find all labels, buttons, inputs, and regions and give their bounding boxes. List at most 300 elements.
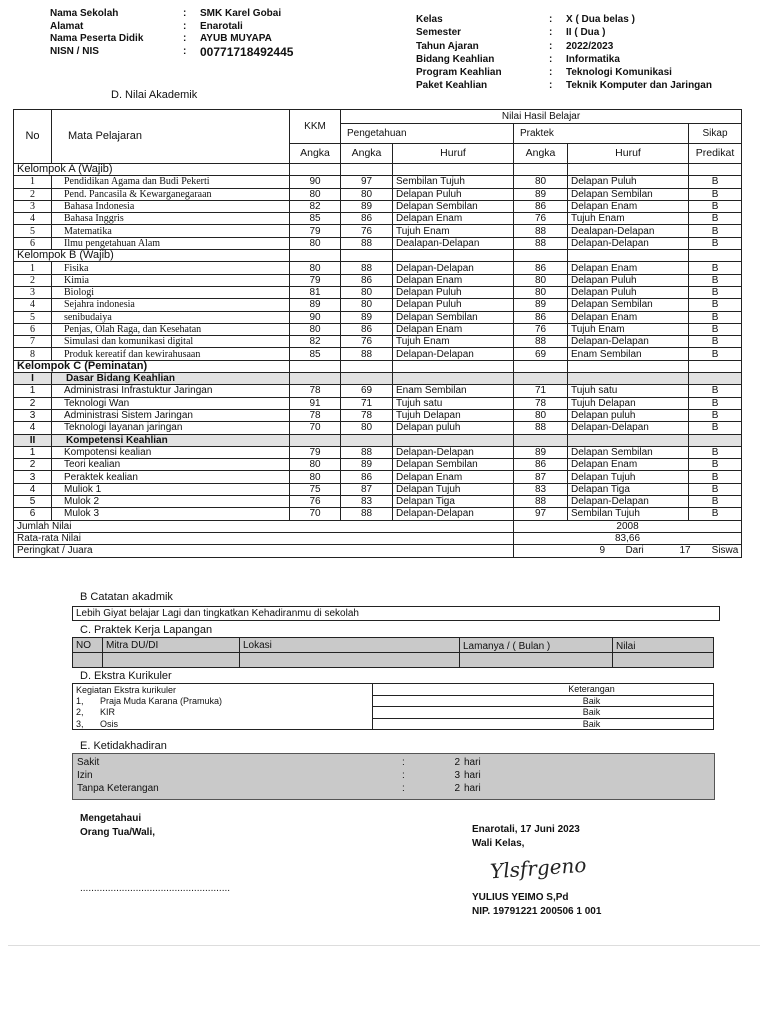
- row-predikat: B: [689, 188, 742, 200]
- row-mapel: Fisika: [52, 262, 290, 274]
- group-empty-cell: [290, 164, 341, 176]
- row-prak-huruf: Delapan Enam: [568, 200, 689, 212]
- info-row: [416, 13, 712, 26]
- group-empty-cell: [393, 250, 514, 262]
- pkl-lokasi: Lokasi: [240, 638, 460, 653]
- row-no: 2: [14, 188, 52, 200]
- col-mapel: Mata Pelajaran: [52, 110, 290, 164]
- info-row: [50, 8, 293, 21]
- absen-row: [73, 756, 714, 769]
- peringkat-value: [514, 545, 742, 557]
- jumlah-label: Jumlah Nilai: [14, 520, 514, 532]
- col-prak-angka: Angka: [514, 144, 568, 164]
- student-info-left: [50, 8, 293, 58]
- row-kkm: 80: [290, 262, 341, 274]
- group-empty-cell: [290, 250, 341, 262]
- info-label: Alamat: [50, 20, 84, 32]
- row-peng-angka: 88: [341, 348, 393, 360]
- row-peng-huruf: Enam Sembilan: [393, 385, 514, 397]
- row-prak-angka: 86: [514, 262, 568, 274]
- row-kkm: 78: [290, 385, 341, 397]
- row-no: 4: [14, 483, 52, 495]
- siswa-label: Siswa: [711, 545, 739, 557]
- ekstra-col-keterangan: Keterangan: [373, 684, 714, 696]
- row-kkm: 70: [290, 508, 341, 520]
- info-colon: :: [549, 53, 553, 65]
- row-kkm: 79: [290, 274, 341, 286]
- group-empty-cell: [568, 373, 689, 385]
- info-colon: :: [183, 33, 187, 44]
- info-value: Teknologi Komunikasi: [566, 67, 672, 79]
- row-predikat: B: [689, 176, 742, 188]
- table-row: [14, 483, 742, 495]
- row-predikat: B: [689, 446, 742, 458]
- row-peng-angka: 97: [341, 176, 393, 188]
- row-kkm: 76: [290, 496, 341, 508]
- row-kkm: 80: [290, 188, 341, 200]
- row-no: 3: [14, 471, 52, 483]
- row-prak-angka: 89: [514, 299, 568, 311]
- row-mapel: Administrasi Sistem Jaringan: [52, 409, 290, 421]
- peringkat-label: Peringkat / Juara: [14, 545, 514, 557]
- signature-image: Ylsfrgeno: [489, 852, 588, 884]
- row-peng-angka: 86: [341, 471, 393, 483]
- place-date: Enarotali, 17 Juni 2023: [472, 824, 580, 835]
- row-prak-angka: 78: [514, 397, 568, 409]
- row-peng-angka: 88: [341, 446, 393, 458]
- row-prak-huruf: Delapan Sembilan: [568, 299, 689, 311]
- row-prak-huruf: Dealapan-Delapan: [568, 225, 689, 237]
- info-value: II ( Dua ): [566, 27, 606, 39]
- group-empty-cell: [568, 434, 689, 446]
- row-predikat: B: [689, 286, 742, 298]
- group-row: [14, 360, 742, 372]
- row-prak-huruf: Delapan-Delapan: [568, 336, 689, 348]
- row-no: 6: [14, 323, 52, 335]
- row-prak-angka: 89: [514, 188, 568, 200]
- group-row: [14, 373, 742, 385]
- table-row: [14, 237, 742, 249]
- row-kkm: 85: [290, 348, 341, 360]
- absen-title: E. Ketidakhadiran: [80, 740, 167, 752]
- info-row: [50, 21, 293, 34]
- row-prak-angka: 88: [514, 237, 568, 249]
- sign-left: [80, 812, 230, 896]
- row-prak-angka: 69: [514, 348, 568, 360]
- row-prak-huruf: Delapan puluh: [568, 409, 689, 421]
- row-prak-angka: 88: [514, 225, 568, 237]
- row-peng-huruf: Delapan puluh: [393, 422, 514, 434]
- group-empty-cell: [341, 434, 393, 446]
- row-peng-huruf: Tujuh Enam: [393, 225, 514, 237]
- col-kkm: KKM: [290, 110, 341, 144]
- catatan-text: Lebih Giyat belajar Lagi dan tingkatkan Kehadiranmu di sekolah: [72, 606, 720, 621]
- group-empty-cell: [341, 250, 393, 262]
- ekstra-name: KIR: [100, 707, 116, 718]
- pkl-title: C. Praktek Kerja Lapangan: [80, 624, 213, 636]
- rata-label: Rata-rata Nilai: [14, 532, 514, 544]
- group-empty-cell: [290, 434, 341, 446]
- row-predikat: B: [689, 274, 742, 286]
- row-mapel: Peraktek kealian: [52, 471, 290, 483]
- row-peng-huruf: Delapan-Delapan: [393, 446, 514, 458]
- row-kkm: 90: [290, 176, 341, 188]
- sign-right: [472, 823, 601, 919]
- section-title: D. Nilai Akademik: [111, 89, 198, 101]
- group-empty-cell: [393, 164, 514, 176]
- info-colon: :: [549, 80, 553, 92]
- row-peng-angka: 89: [341, 311, 393, 323]
- table-row: [14, 323, 742, 335]
- group-title: Kelompok A (Wajib): [14, 164, 290, 176]
- info-colon: :: [549, 40, 553, 52]
- group-empty-cell: [568, 360, 689, 372]
- table-row: [14, 446, 742, 458]
- row-peng-huruf: Delapan-Delapan: [393, 348, 514, 360]
- info-value: 2022/2023: [566, 40, 614, 52]
- group-row: [14, 164, 742, 176]
- row-prak-huruf: Sembilan Tujuh: [568, 508, 689, 520]
- row-kkm: 78: [290, 409, 341, 421]
- row-predikat: B: [689, 213, 742, 225]
- row-no: 1: [14, 262, 52, 274]
- row-prak-huruf: Delapan Enam: [568, 311, 689, 323]
- row-prak-huruf: Delapan Sembilan: [568, 446, 689, 458]
- table-row: [14, 188, 742, 200]
- row-kkm: 81: [290, 286, 341, 298]
- row-prak-huruf: Delapan-Delapan: [568, 237, 689, 249]
- row-predikat: B: [689, 225, 742, 237]
- col-peng-huruf: Huruf: [393, 144, 514, 164]
- student-info-right: [416, 13, 712, 93]
- group-empty-cell: [290, 360, 341, 372]
- jumlah-value: 2008: [514, 520, 742, 532]
- info-row: [50, 33, 293, 46]
- absen-unit: hari: [464, 757, 481, 768]
- row-mapel: Pend. Pancasila & Kewarganegaraan: [52, 188, 290, 200]
- row-prak-huruf: Tujuh Enam: [568, 213, 689, 225]
- col-predikat: Predikat: [689, 144, 742, 164]
- row-no: 2: [14, 397, 52, 409]
- group-empty-cell: [568, 250, 689, 262]
- ekstra-activity: [73, 718, 373, 730]
- row-mapel: Kompotensi kealian: [52, 446, 290, 458]
- table-row: [14, 213, 742, 225]
- row-peng-angka: 80: [341, 422, 393, 434]
- row-mapel: Mulok 3: [52, 508, 290, 520]
- info-row: [416, 26, 712, 39]
- row-peng-angka: 76: [341, 225, 393, 237]
- row-mapel: Muliok 1: [52, 483, 290, 495]
- absen-row: [73, 782, 714, 795]
- orangtua-label: Orang Tua/Wali,: [80, 827, 156, 838]
- table-row: [14, 385, 742, 397]
- table-row: [14, 286, 742, 298]
- ekstra-col-kegiatan: Kegiatan Ekstra kurikuler: [73, 684, 373, 696]
- group-empty-cell: [393, 360, 514, 372]
- absen-box: [72, 753, 715, 800]
- row-peng-angka: 86: [341, 274, 393, 286]
- absen-colon: :: [402, 770, 405, 781]
- info-row: [416, 40, 712, 53]
- ekstra-no: 2,: [76, 707, 84, 718]
- row-prak-huruf: Delapan Puluh: [568, 274, 689, 286]
- ekstra-no: 3,: [76, 718, 84, 729]
- row-predikat: B: [689, 422, 742, 434]
- absen-value: 2: [454, 757, 460, 768]
- row-no: 5: [14, 496, 52, 508]
- row-peng-huruf: Delapan Enam: [393, 274, 514, 286]
- group-empty-cell: [393, 373, 514, 385]
- row-peng-huruf: Delapan-Delapan: [393, 508, 514, 520]
- group-empty-cell: [341, 360, 393, 372]
- row-mapel: Biologi: [52, 286, 290, 298]
- row-no: 4: [14, 422, 52, 434]
- group-title: Kompetensi Keahlian: [52, 434, 290, 446]
- signature-line: ......................................................: [80, 883, 231, 894]
- row-prak-huruf: Tujuh satu: [568, 385, 689, 397]
- info-label: Tahun Ajaran: [416, 40, 479, 52]
- group-empty-cell: [290, 373, 341, 385]
- info-row: [50, 46, 293, 59]
- row-predikat: B: [689, 348, 742, 360]
- group-empty-cell: [689, 250, 742, 262]
- row-kkm: 89: [290, 299, 341, 311]
- row-predikat: B: [689, 323, 742, 335]
- row-peng-angka: 83: [341, 496, 393, 508]
- col-no: No: [14, 110, 52, 164]
- row-mapel: Penjas, Olah Raga, dan Kesehatan: [52, 323, 290, 335]
- row-predikat: B: [689, 200, 742, 212]
- row-peng-angka: 86: [341, 323, 393, 335]
- row-prak-angka: 88: [514, 422, 568, 434]
- row-mapel: Teknologi layanan jaringan: [52, 422, 290, 434]
- row-prak-angka: 80: [514, 176, 568, 188]
- row-prak-huruf: Delapan Puluh: [568, 286, 689, 298]
- row-peng-huruf: Delapan Sembilan: [393, 459, 514, 471]
- row-peng-angka: 88: [341, 262, 393, 274]
- page-edge: [8, 945, 760, 946]
- row-prak-angka: 80: [514, 409, 568, 421]
- group-title: Kelompok C (Peminatan): [14, 360, 290, 372]
- table-row: [14, 311, 742, 323]
- teacher-name: YULIUS YEIMO S,Pd: [472, 892, 569, 903]
- ekstra-activity: [73, 707, 373, 719]
- ekstra-table: [72, 683, 714, 730]
- row-prak-angka: 88: [514, 496, 568, 508]
- row-peng-angka: 88: [341, 508, 393, 520]
- row-peng-huruf: Delapan Puluh: [393, 286, 514, 298]
- row-prak-angka: 87: [514, 471, 568, 483]
- group-empty-cell: [514, 373, 568, 385]
- row-predikat: B: [689, 299, 742, 311]
- row-peng-huruf: Delapan Sembilan: [393, 311, 514, 323]
- row-prak-angka: 80: [514, 274, 568, 286]
- row-predikat: B: [689, 471, 742, 483]
- group-empty-cell: [689, 360, 742, 372]
- row-prak-angka: 86: [514, 311, 568, 323]
- row-prak-huruf: Delapan Tujuh: [568, 471, 689, 483]
- row-prak-angka: 88: [514, 336, 568, 348]
- absen-colon: :: [402, 783, 405, 794]
- group-number: II: [14, 434, 52, 446]
- table-row: [14, 508, 742, 520]
- row-mapel: Bahasa Indonesia: [52, 200, 290, 212]
- group-empty-cell: [689, 434, 742, 446]
- row-prak-angka: 71: [514, 385, 568, 397]
- absen-label: Sakit: [77, 757, 100, 768]
- group-empty-cell: [514, 360, 568, 372]
- row-kkm: 80: [290, 323, 341, 335]
- ekstra-row: [73, 707, 714, 719]
- row-kkm: 75: [290, 483, 341, 495]
- table-row: [14, 459, 742, 471]
- row-peng-huruf: Delapan Enam: [393, 323, 514, 335]
- row-prak-angka: 83: [514, 483, 568, 495]
- row-mapel: Simulasi dan komunikasi digital: [52, 336, 290, 348]
- table-row: [14, 200, 742, 212]
- info-row: [416, 66, 712, 79]
- row-no: 6: [14, 237, 52, 249]
- row-prak-angka: 80: [514, 286, 568, 298]
- teacher-nip: NIP. 19791221 200506 1 001: [472, 906, 602, 917]
- row-peng-huruf: Delapan Enam: [393, 213, 514, 225]
- info-value: 00771718492445: [200, 44, 294, 59]
- row-no: 2: [14, 274, 52, 286]
- row-peng-angka: 69: [341, 385, 393, 397]
- row-peng-huruf: Delapan Sembilan: [393, 200, 514, 212]
- info-label: Kelas: [416, 14, 443, 25]
- row-peng-angka: 80: [341, 188, 393, 200]
- row-predikat: B: [689, 409, 742, 421]
- wali-kelas-label: Wali Kelas,: [472, 838, 525, 849]
- row-prak-huruf: Delapan Puluh: [568, 176, 689, 188]
- row-no: 5: [14, 225, 52, 237]
- group-empty-cell: [689, 373, 742, 385]
- row-prak-huruf: Tujuh Delapan: [568, 397, 689, 409]
- row-predikat: B: [689, 483, 742, 495]
- row-predikat: B: [689, 496, 742, 508]
- row-prak-huruf: Delapan-Delapan: [568, 422, 689, 434]
- row-predikat: B: [689, 336, 742, 348]
- row-predikat: B: [689, 262, 742, 274]
- row-no: 7: [14, 336, 52, 348]
- row-peng-angka: 87: [341, 483, 393, 495]
- group-row: [14, 250, 742, 262]
- ekstra-keterangan: Baik: [373, 695, 714, 707]
- info-colon: :: [183, 45, 187, 57]
- table-row: [14, 274, 742, 286]
- row-peng-huruf: Delapan Puluh: [393, 299, 514, 311]
- info-row: [416, 53, 712, 66]
- row-peng-huruf: Tujuh Enam: [393, 336, 514, 348]
- row-prak-angka: 76: [514, 323, 568, 335]
- table-row: [14, 262, 742, 274]
- absen-colon: :: [402, 757, 405, 768]
- row-peng-angka: 71: [341, 397, 393, 409]
- row-kkm: 79: [290, 225, 341, 237]
- table-row: [14, 348, 742, 360]
- table-row: [14, 225, 742, 237]
- row-no: 3: [14, 200, 52, 212]
- row-peng-huruf: Tujuh Delapan: [393, 409, 514, 421]
- row-kkm: 80: [290, 471, 341, 483]
- row-mapel: Pendidikan Agama dan Budi Pekerti: [52, 176, 290, 188]
- row-predikat: B: [689, 385, 742, 397]
- row-no: 2: [14, 459, 52, 471]
- absen-value: 3: [454, 770, 460, 781]
- row-prak-huruf: Enam Sembilan: [568, 348, 689, 360]
- info-value: Teknik Komputer dan Jaringan: [566, 80, 712, 92]
- row-peng-huruf: Tujuh satu: [393, 397, 514, 409]
- row-kkm: 90: [290, 311, 341, 323]
- col-sikap: Sikap: [689, 124, 742, 144]
- row-mapel: Matematika: [52, 225, 290, 237]
- row-prak-huruf: Delapan Enam: [568, 262, 689, 274]
- rank: 9: [599, 545, 605, 557]
- row-peng-angka: 89: [341, 459, 393, 471]
- row-prak-angka: 97: [514, 508, 568, 520]
- ekstra-activity: [73, 695, 373, 707]
- row-mapel: Ilmu pengetahuan Alam: [52, 237, 290, 249]
- table-row: [14, 397, 742, 409]
- absen-unit: hari: [464, 783, 481, 794]
- row-no: 8: [14, 348, 52, 360]
- info-value: X ( Dua belas ): [566, 14, 635, 25]
- row-mapel: Teknologi Wan: [52, 397, 290, 409]
- ekstra-no: 1,: [76, 695, 84, 706]
- row-mapel: Administrasi Infrastuktur Jaringan: [52, 385, 290, 397]
- rata-value: 83,66: [514, 532, 742, 544]
- info-label: Bidang Keahlian: [416, 53, 495, 65]
- row-peng-huruf: Sembilan Tujuh: [393, 176, 514, 188]
- group-empty-cell: [341, 373, 393, 385]
- ekstra-name: Praja Muda Karana (Pramuka): [100, 695, 223, 706]
- absen-label: Izin: [77, 770, 93, 781]
- row-peng-angka: 80: [341, 286, 393, 298]
- table-row: [14, 496, 742, 508]
- row-peng-angka: 78: [341, 409, 393, 421]
- row-no: 6: [14, 508, 52, 520]
- row-kkm: 82: [290, 336, 341, 348]
- row-prak-huruf: Tujuh Enam: [568, 323, 689, 335]
- info-colon: :: [183, 20, 187, 32]
- row-predikat: B: [689, 397, 742, 409]
- info-label: Semester: [416, 27, 462, 39]
- row-mapel: Mulok 2: [52, 496, 290, 508]
- dari-label: Dari: [625, 545, 644, 557]
- info-value: Enarotali: [200, 20, 243, 32]
- info-row: [416, 79, 712, 92]
- info-label: Paket Keahlian: [416, 80, 488, 92]
- group-empty-cell: [514, 434, 568, 446]
- total-students: 17: [679, 545, 691, 557]
- ekstra-keterangan: Baik: [373, 718, 714, 730]
- pkl-no: NO: [73, 638, 103, 653]
- group-empty-cell: [568, 164, 689, 176]
- row-prak-huruf: Delapan Sembilan: [568, 188, 689, 200]
- info-colon: :: [549, 27, 553, 39]
- info-label: Program Keahlian: [416, 67, 502, 79]
- row-no: 1: [14, 176, 52, 188]
- row-peng-angka: 86: [341, 213, 393, 225]
- ekstra-title: D. Ekstra Kurikuler: [80, 670, 172, 682]
- row-no: 1: [14, 446, 52, 458]
- col-nilai-hasil: Nilai Hasil Belajar: [341, 110, 742, 124]
- row-no: 1: [14, 385, 52, 397]
- table-row: [14, 471, 742, 483]
- row-kkm: 85: [290, 213, 341, 225]
